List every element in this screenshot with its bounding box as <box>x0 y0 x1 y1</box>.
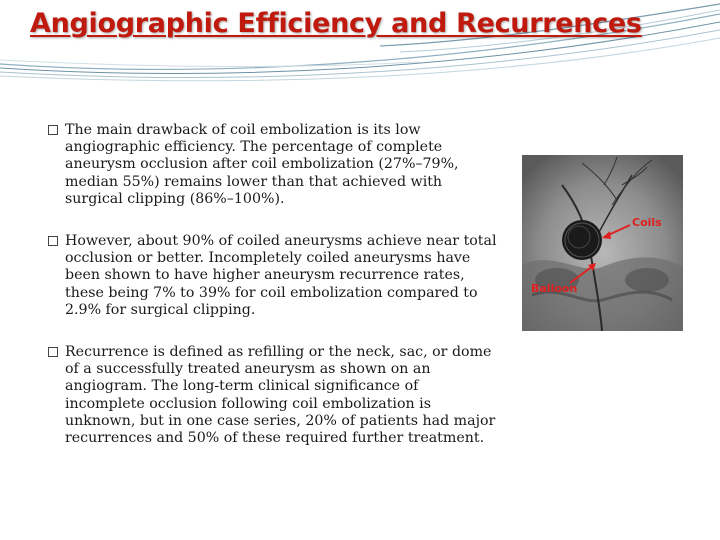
coils-label: Coils <box>632 216 662 229</box>
angiogram-image <box>522 155 683 331</box>
bullet-item <box>48 233 500 319</box>
bullet-item <box>48 122 500 208</box>
checkbox-icon <box>48 125 58 135</box>
checkbox-icon <box>48 347 58 357</box>
bullet-text: Recurrence is defined as refilling or the neck, sac, or dome of a successfully treated aneurysm as shown on an angiogram. The long-term clinical significance of incomplete occlusion following coil embolization is unknown, but in one case series, 20% of patients had major recurrences and 50% of these required further treatment. <box>65 344 496 447</box>
bullet-list <box>48 122 500 472</box>
bullet-text: The main drawback of coil embolization is its low angiographic efficiency. The percentage of complete aneurysm occlusion after coil embolization (27%–79%, median 55%) remains lower than that achieved with surgical clipping (86%–100%). <box>65 122 459 207</box>
checkbox-icon <box>48 236 58 246</box>
title-bar <box>0 0 720 90</box>
slide-title: Angiographic Efficiency and Recurrences <box>30 8 642 39</box>
angiogram-graphic <box>522 155 683 331</box>
bullet-text: However, about 90% of coiled aneurysms achieve near total occlusion or better. Incompletely coiled aneurysms have been shown to have higher aneurysm recurrence rates, these being 7% to 39% for coil embolization compared to 2.9% for surgical clipping. <box>65 233 497 318</box>
bullet-item <box>48 344 500 447</box>
balloon-label: Balloon <box>531 282 578 295</box>
